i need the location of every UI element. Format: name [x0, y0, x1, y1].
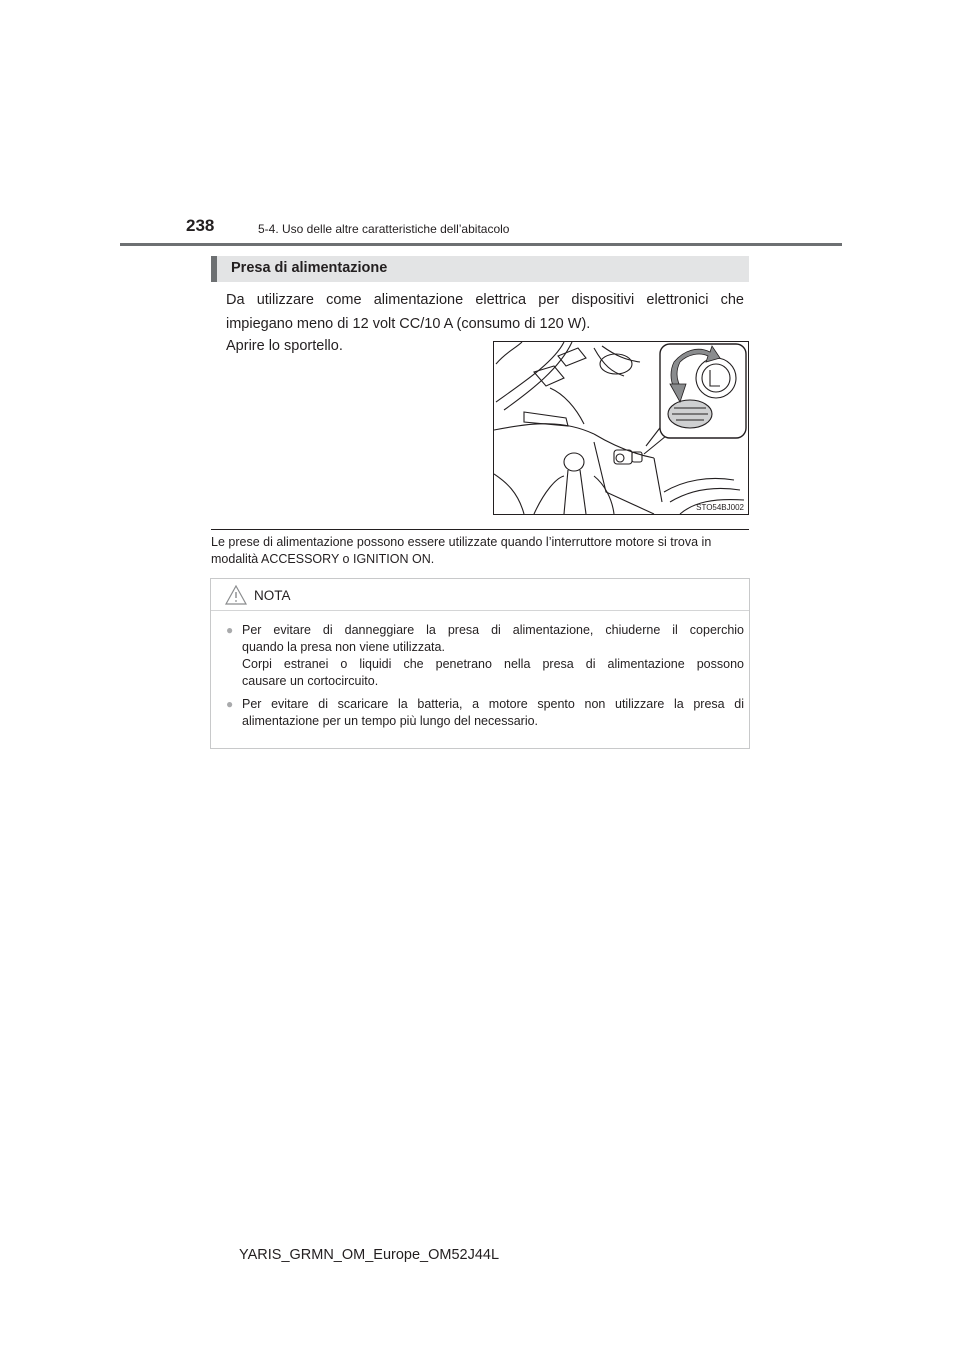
footer-doc-id: YARIS_GRMN_OM_Europe_OM52J44L [239, 1247, 500, 1263]
power-outlet-illustration [493, 341, 749, 515]
notice-title: NOTA [254, 588, 291, 603]
notice-item [226, 622, 744, 690]
notice-item-line: quando la presa non viene utilizzata. [242, 640, 445, 654]
note-paragraph: Le prese di alimentazione possono essere utilizzate quando l’interruttore motore si trova in modalità ACCESSORY o IGNITION ON. [211, 535, 712, 566]
notice-header [211, 579, 749, 611]
step-instruction: Aprire lo sportello. [226, 338, 343, 354]
note-rule [211, 529, 749, 530]
dashboard-drawing [494, 342, 748, 514]
notice-item-line: Corpi estranei o liquidi che penetrano nella presa di alimentazione possono [242, 657, 744, 671]
header-rule [120, 243, 842, 246]
notice-box [210, 578, 750, 749]
section-heading-bar [211, 256, 749, 282]
notice-item-line: alimentazione per un tempo più lungo del necessario. [242, 714, 539, 728]
intro-paragraph: Da utilizzare come alimentazione elettrica per dispositivi elettronici che impiegano meno di 12 volt CC/10 A (consumo di 120 W). [226, 292, 744, 332]
page-number: 238 [186, 216, 215, 235]
running-head: 5-4. Uso delle altre caratteristiche dell’abitacolo [258, 222, 510, 236]
notice-item-line: causare un cortocircuito. [242, 674, 379, 688]
warning-triangle-icon [225, 585, 247, 605]
notice-item-line: Per evitare di danneggiare la presa di alimentazione, chiuderne il coperchio [242, 623, 744, 637]
notice-item-line: Per evitare di scaricare la batteria, a motore spento non utilizzare la presa di [242, 697, 744, 711]
bullet-dot-icon: ● [226, 623, 234, 637]
figure-code: STO54BJ002 [696, 503, 744, 512]
notice-item [226, 696, 744, 730]
section-title: Presa di alimentazione [231, 260, 388, 276]
notice-list [226, 622, 744, 736]
bullet-dot-icon: ● [226, 697, 234, 711]
